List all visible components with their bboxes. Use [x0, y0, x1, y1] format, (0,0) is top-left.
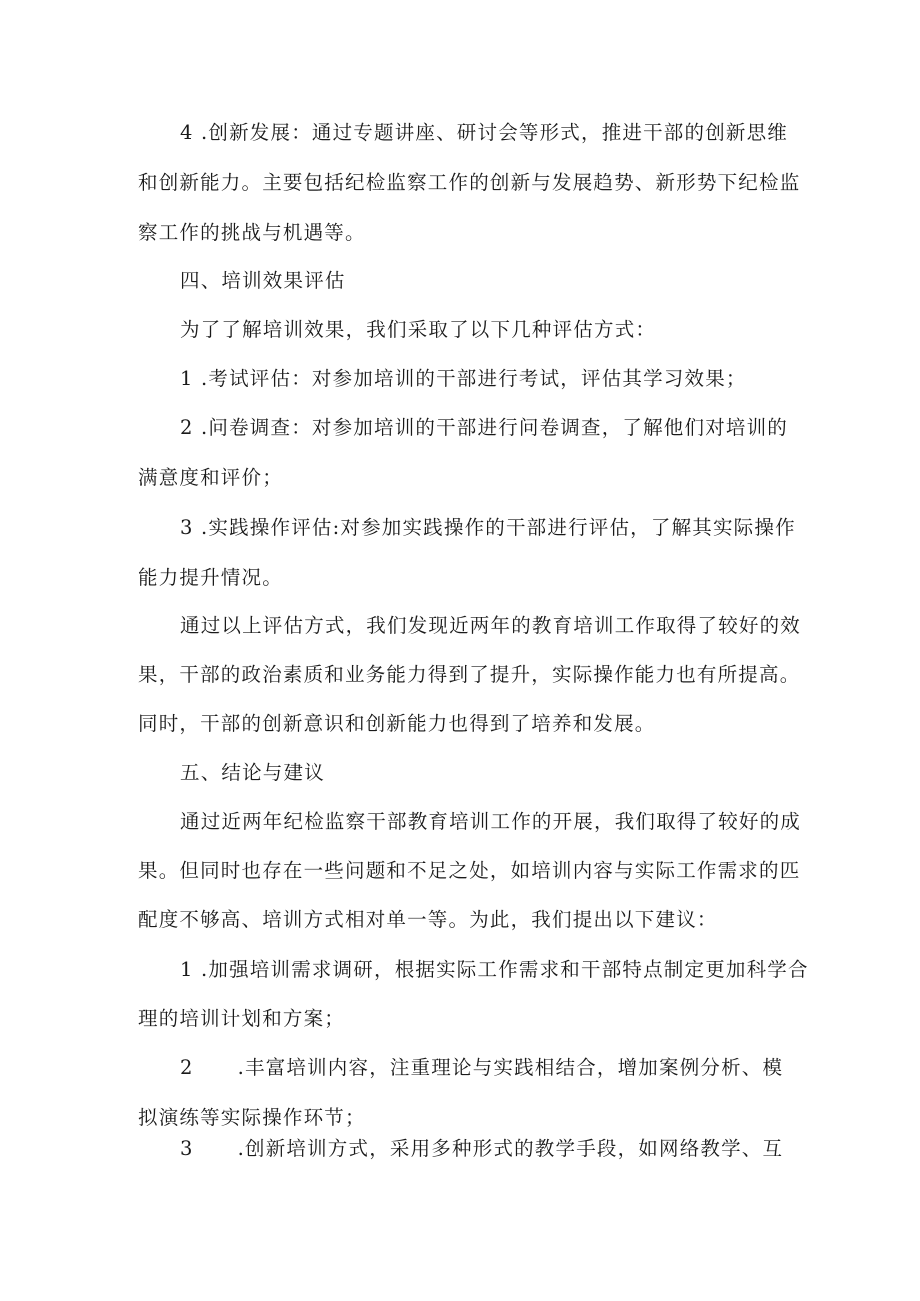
list-item-text: .丰富培训内容，注重理论与实践相结合，增加案例分析、模: [237, 1056, 784, 1079]
paragraph-line: 果。但同时也存在一些问题和不足之处，如培训内容与实际工作需求的匹: [138, 859, 801, 882]
section-heading: 五、结论与建议: [180, 761, 325, 784]
paragraph-line: 通过以上评估方式，我们发现近两年的教育培训工作取得了较好的效: [180, 614, 802, 637]
paragraph-line: 拟演练等实际操作环节；: [138, 1106, 366, 1129]
list-number: 3: [180, 1137, 194, 1160]
paragraph-line: 配度不够高、培训方式相对单一等。为此，我们提出以下建议：: [138, 908, 718, 931]
paragraph-line: 满意度和评价；: [138, 466, 283, 489]
paragraph-line: 能力提升情况。: [138, 566, 283, 589]
list-item: [180, 1056, 783, 1080]
list-item: 1 .考试评估：对参加培训的干部进行考试，评估其学习效果；: [180, 367, 747, 390]
paragraph-line: 和创新能力。主要包括纪检监察工作的创新与发展趋势、新形势下纪检监: [138, 171, 801, 194]
paragraph-line: 果，干部的政治素质和业务能力得到了提升，实际操作能力也有所提高。: [138, 663, 801, 686]
section-heading: 四、培训效果评估: [180, 269, 346, 292]
list-number: 2: [180, 1056, 194, 1079]
paragraph-line: 为了了解培训效果，我们采取了以下几种评估方式：: [180, 318, 657, 341]
list-item: 2 .问卷调查：对参加培训的干部进行问卷调查，了解他们对培训的: [180, 416, 789, 439]
list-item-text: .创新培训方式，采用多种形式的教学手段，如网络教学、互: [237, 1137, 784, 1160]
paragraph-line: 通过近两年纪检监察干部教育培训工作的开展，我们取得了较好的成: [180, 810, 802, 833]
list-item: 3 .实践操作评估:对参加实践操作的干部进行评估，了解其实际操作: [180, 516, 796, 539]
paragraph-line: 4 .创新发展：通过专题讲座、研讨会等形式，推进干部的创新思维: [180, 121, 789, 144]
list-item: [180, 1137, 783, 1161]
paragraph-line: 察工作的挑战与机遇等。: [138, 221, 366, 244]
list-item: 1 .加强培训需求调研，根据实际工作需求和干部特点制定更加科学合: [180, 958, 809, 981]
paragraph-line: 理的培训计划和方案；: [138, 1007, 346, 1030]
paragraph-line: 同时，干部的创新意识和创新能力也得到了培养和发展。: [138, 712, 656, 735]
